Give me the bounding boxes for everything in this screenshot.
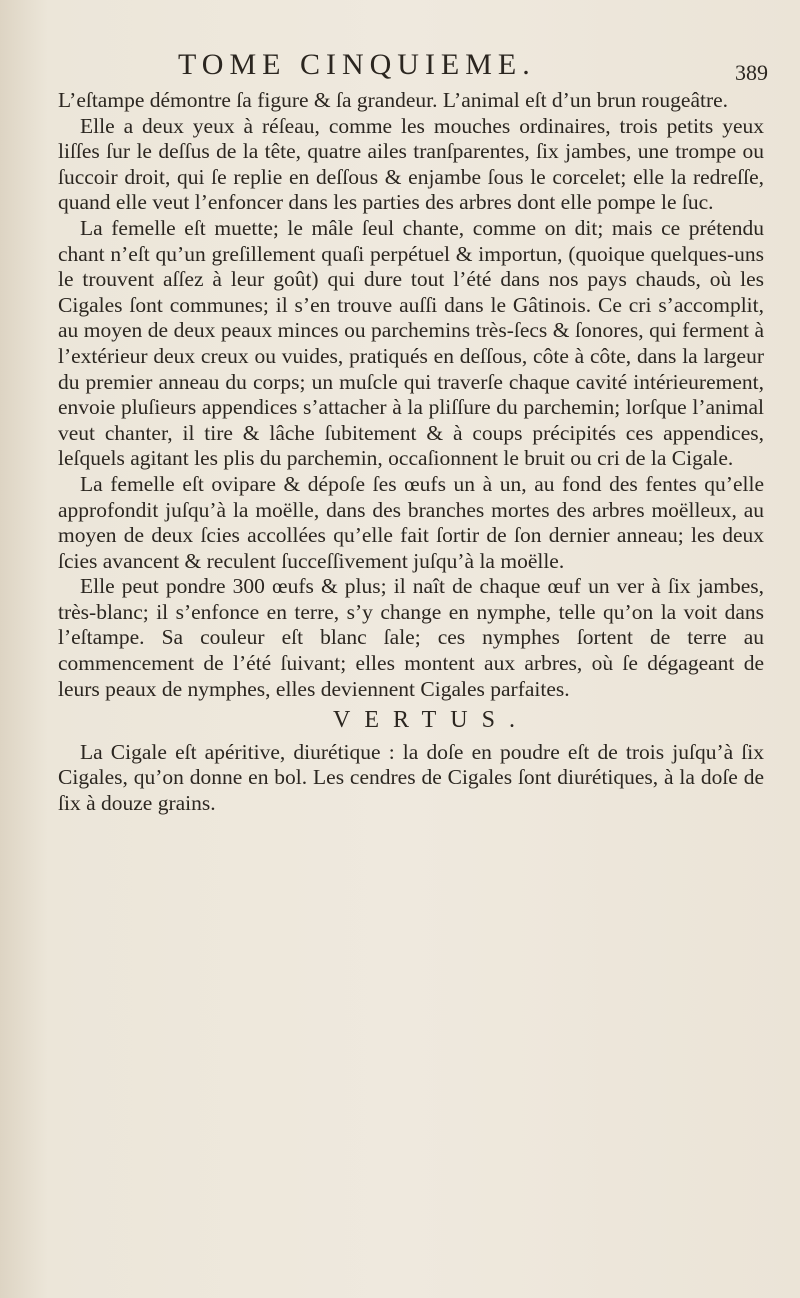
page-body bbox=[58, 88, 764, 817]
paragraph-vertus: La Cigale eſt apéritive, diurétique : la doſe en poudre eſt de trois juſqu’à ſix Cigales, qu’on donne en bol. Les cendres de Cigales ſont diurétiques, à la doſe de ſix à douze grains. bbox=[58, 739, 764, 816]
paragraph-4: La femelle eſt ovipare & dépoſe ſes œufs un à un, au fond des fentes qu’elle approfondit juſqu’à la moëlle, dans des branches mortes des arbres moëlleux, au moyen de deux ſcies accollées qu’elle fait ſortir de ſon dernier anneau; les deux ſcies avancent & reculent ſucceſſivement juſqu’à la moëlle. bbox=[58, 471, 764, 573]
paragraph-2: Elle a deux yeux à réſeau, comme les mouches ordinaires, trois petits yeux liſſes ſur le deſſus de la tête, quatre ailes tranſparentes, ſix jambes, une trompe ou ſuccoir droit, qui ſe replie en deſſous & enjambe ſous le corcelet; elle la redreſſe, quand elle veut l’enfoncer dans les parties des arbres dont elle pompe le ſuc. bbox=[58, 113, 764, 215]
page-header bbox=[0, 48, 800, 88]
running-head: TOME CINQUIEME. bbox=[178, 48, 536, 81]
paragraph-3: La femelle eſt muette; le mâle ſeul chante, comme on dit; mais ce prétendu chant n’eſt qu’un greſillement quaſi perpétuel & importun, (quoique quelques-uns le trouvent aſſez à leur goût) qui dure tout l’été dans nos pays chauds, où les Cigales ſont communes; il s’en trouve auſſi dans le Gâtinois. Ce cri s’accomplit, au moyen de deux peaux minces ou parchemins très-ſecs & ſonores, qui ferment à l’extérieur deux creux ou vuides, pratiqués en deſſous, côte à côte, dans la largeur du premier anneau du corps; un muſcle qui traverſe chaque cavité intérieurement, envoie pluſieurs appendices s’attacher à la pliſſure du parchemin; lorſque l’animal veut chanter, il tire & lâche ſubitement & à coups précipités ces appendices, leſquels agitant les plis du parchemin, occaſionnent le bruit ou cri de la Cigale. bbox=[58, 215, 764, 471]
page-number: 389 bbox=[735, 60, 768, 85]
paragraph-5: Elle peut pondre 300 œufs & plus; il naît de chaque œuf un ver à ſix jambes, très-blanc; il s’enfonce en terre, s’y change en nymphe, telle qu’on la voit dans l’eſtampe. Sa couleur eſt blanc ſale; ces nymphes ſortent de terre au commencement de l’été ſuivant; elles montent aux arbres, où ſe dégageant de leurs peaux de nymphes, elles deviennent Cigales parfaites. bbox=[58, 574, 764, 701]
paragraph-1: L’eſtampe démontre ſa figure & ſa grandeur. L’animal eſt d’un brun rougeâtre. bbox=[58, 88, 729, 112]
section-title-vertus: VERTUS. bbox=[333, 707, 529, 734]
